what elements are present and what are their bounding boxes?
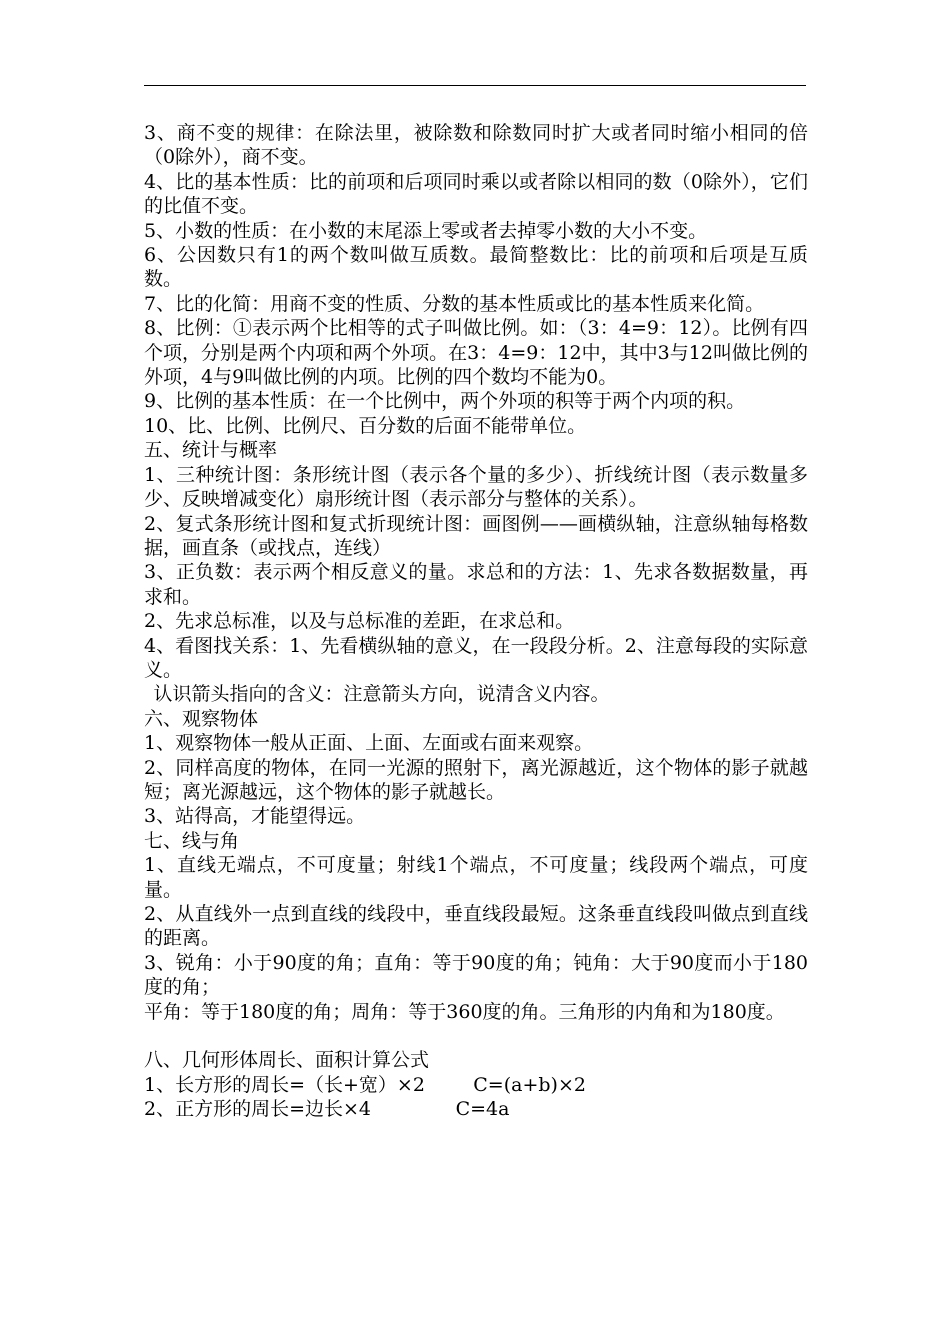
paragraph-stand-high: 3、站得高，才能望得远。 — [144, 805, 366, 828]
header-rule — [144, 85, 806, 86]
paragraph-angle-types: 3、锐角：小于90度的角；直角：等于90度的角；钝角：大于90度而小于180度的角； — [144, 951, 808, 999]
formula-square-perimeter: 2、正方形的周长=边长×4 C=4a — [144, 1098, 510, 1121]
paragraph-three-charts: 1、三种统计图：条形统计图（表示各个量的多少）、折线统计图（表示数量多少、反映增减变化）扇形统计图（表示部分与整体的关系）。 — [144, 463, 808, 511]
section-heading-lines-angles: 七、线与角 — [144, 829, 240, 852]
section-heading-statistics: 五、统计与概率 — [144, 439, 278, 462]
paragraph-arrow-meaning: 认识箭头指向的含义：注意箭头方向，说清含义内容。 — [153, 683, 610, 706]
document-body — [144, 121, 808, 1122]
paragraph-signed-numbers: 3、正负数：表示两个相反意义的量。求总和的方法：1、先求各数据数量，再求和。 — [144, 561, 808, 608]
paragraph-line-ray-segment: 1、直线无端点，不可度量；射线1个端点，不可度量；线段两个端点，可度量。 — [144, 854, 808, 901]
formula-rectangle-perimeter: 1、长方形的周长=（长+宽）×2 C=(a+b)×2 — [144, 1073, 586, 1096]
paragraph-proportion-property: 9、比例的基本性质：在一个比例中，两个外项的积等于两个内项的积。 — [144, 390, 746, 413]
paragraph-compound-charts: 2、复式条形统计图和复式折现统计图：画图例——画横纵轴，注意纵轴每格数据，画直条（或找点，连线） — [144, 512, 808, 559]
section-heading-geometry-formulas: 八、几何形体周长、面积计算公式 — [144, 1049, 430, 1072]
paragraph-total-standard: 2、先求总标准，以及与总标准的差距，在求总和。 — [144, 610, 575, 633]
section-heading-observing-objects: 六、观察物体 — [144, 707, 259, 730]
paragraph-ratio-property: 4、比的基本性质：比的前项和后项同时乘以或者除以相同的数（0除外），它们的比值不变。 — [144, 170, 808, 218]
paragraph-perpendicular: 2、从直线外一点到直线的线段中，垂直线段最短。这条垂直线段叫做点到直线的距离。 — [144, 903, 808, 950]
paragraph-graph-relations: 4、看图找关系：1、先看横纵轴的意义，在一段段分析。2、注意每段的实际意义。 — [144, 634, 808, 681]
paragraph-observe-views: 1、观察物体一般从正面、上面、左面或右面来观察。 — [144, 732, 594, 755]
blank-line — [144, 1024, 808, 1048]
paragraph-straight-full-angle: 平角：等于180度的角；周角：等于360度的角。三角形的内角和为180度。 — [144, 1000, 785, 1023]
paragraph-ratio-simplify: 7、比的化简：用商不变的性质、分数的基本性质或比的基本性质来化简。 — [144, 292, 765, 315]
paragraph-proportion: 8、比例：①表示两个比相等的式子叫做比例。如：（3：4=9：12）。比例有四个项，分别是两个内项和两个外项。在3：4=9：12中，其中3与12叫做比例的外项，4与9叫做比例的内项。比例的四个数均不能为0。 — [144, 317, 808, 389]
paragraph-shadows: 2、同样高度的物体，在同一光源的照射下，离光源越近，这个物体的影子就越短；离光源越远，这个物体的影子就越长。 — [144, 756, 808, 803]
paragraph-coprime: 6、公因数只有1的两个数叫做互质数。最简整数比：比的前项和后项是互质数。 — [144, 244, 808, 291]
paragraph-decimal-property: 5、小数的性质：在小数的末尾添上零或者去掉零小数的大小不变。 — [144, 219, 708, 242]
paragraph-quotient-rule: 3、商不变的规律：在除法里，被除数和除数同时扩大或者同时缩小相同的倍（0除外），商不变。 — [144, 122, 808, 169]
paragraph-no-units: 10、比、比例、比例尺、百分数的后面不能带单位。 — [144, 414, 587, 437]
